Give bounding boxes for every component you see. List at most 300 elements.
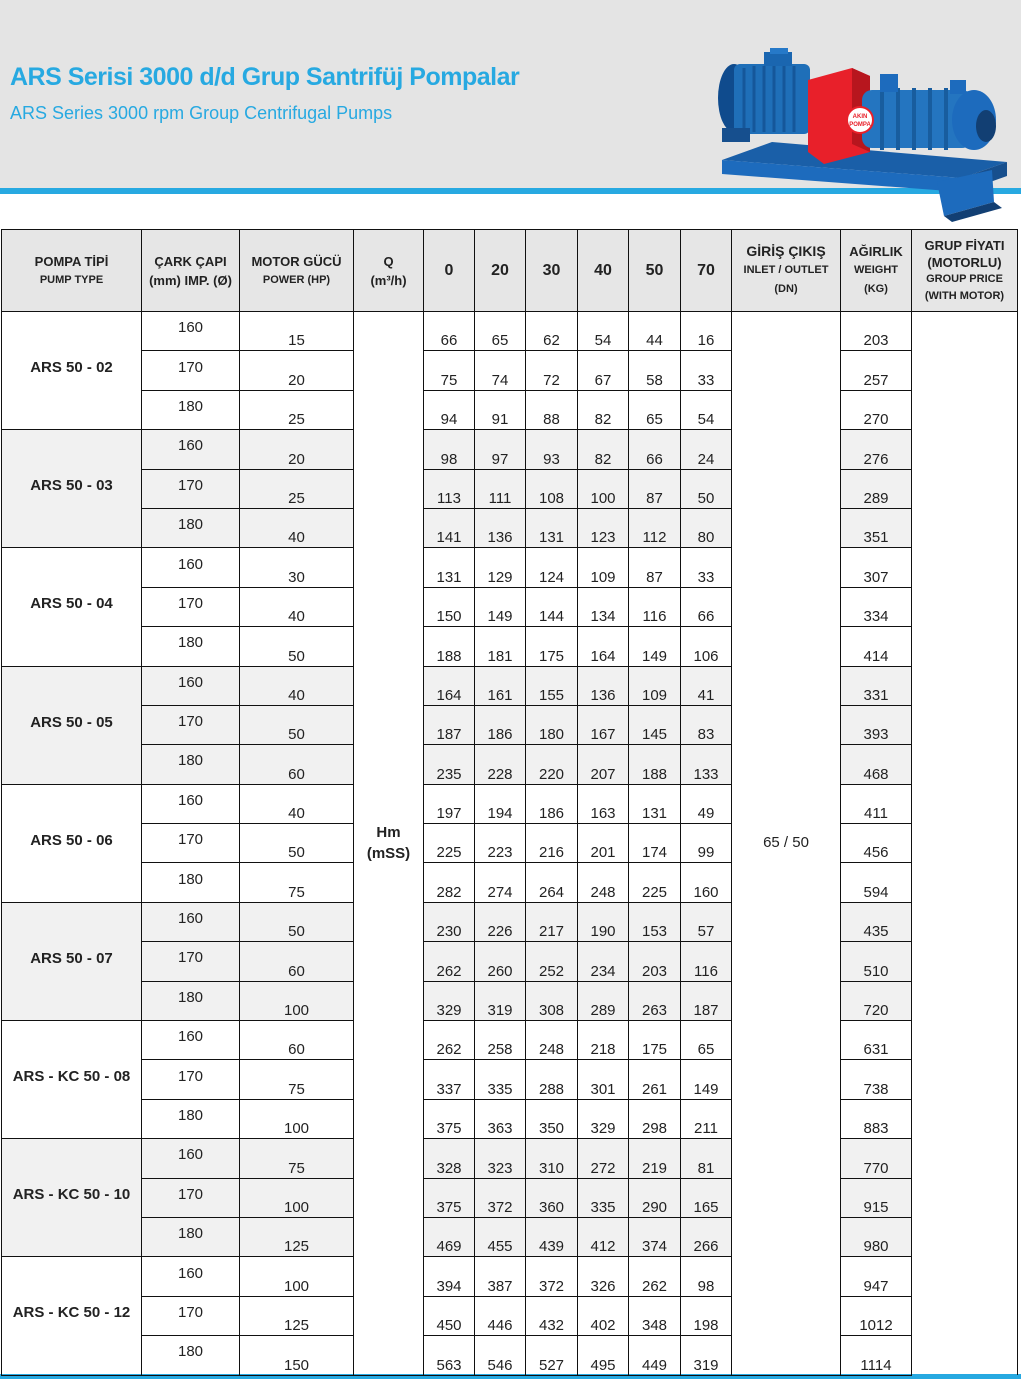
head-value-cell: 258	[475, 1021, 526, 1060]
weight-cell: 915	[841, 1178, 912, 1217]
head-value-cell: 363	[475, 1099, 526, 1138]
power-cell: 15	[240, 312, 354, 351]
header-flow-30: 30	[526, 230, 578, 312]
price-cell	[912, 1257, 1018, 1296]
pump-type-cell: ARS - KC 50 - 08	[2, 1021, 142, 1139]
weight-cell: 631	[841, 1021, 912, 1060]
head-value-cell: 62	[526, 312, 578, 351]
head-value-cell: 109	[629, 666, 681, 705]
header-weight: AĞIRLIK WEIGHT (KG)	[841, 230, 912, 312]
table-row	[2, 863, 1018, 902]
head-value-cell: 228	[475, 745, 526, 784]
impeller-cell: 180	[142, 390, 240, 429]
head-value-cell: 100	[578, 469, 629, 508]
table-row	[2, 1139, 1018, 1178]
impeller-cell: 160	[142, 312, 240, 351]
table-row	[2, 1296, 1018, 1335]
head-value-cell: 260	[475, 942, 526, 981]
impeller-cell: 180	[142, 745, 240, 784]
head-value-cell: 298	[629, 1099, 681, 1138]
power-cell: 50	[240, 627, 354, 666]
impeller-cell: 170	[142, 351, 240, 390]
head-value-cell: 348	[629, 1296, 681, 1335]
price-cell	[912, 548, 1018, 587]
header-flow-50: 50	[629, 230, 681, 312]
table-row	[2, 1021, 1018, 1060]
head-value-cell: 186	[475, 705, 526, 744]
price-cell	[912, 508, 1018, 547]
head-value-cell: 449	[629, 1336, 681, 1375]
table-row	[2, 312, 1018, 351]
head-value-cell: 203	[629, 942, 681, 981]
header-flow-40: 40	[578, 230, 629, 312]
table-row	[2, 430, 1018, 469]
table-row	[2, 705, 1018, 744]
table-row	[2, 469, 1018, 508]
pump-type-cell: ARS 50 - 04	[2, 548, 142, 666]
head-value-cell: 98	[424, 430, 475, 469]
head-value-cell: 226	[475, 902, 526, 941]
head-value-cell: 149	[681, 1060, 732, 1099]
weight-cell: 203	[841, 312, 912, 351]
impeller-cell: 170	[142, 1296, 240, 1335]
price-cell	[912, 981, 1018, 1020]
power-cell: 75	[240, 1060, 354, 1099]
table-row	[2, 902, 1018, 941]
power-cell: 50	[240, 824, 354, 863]
head-value-cell: 99	[681, 824, 732, 863]
head-value-cell: 262	[424, 1021, 475, 1060]
head-value-cell: 219	[629, 1139, 681, 1178]
table-row	[2, 548, 1018, 587]
head-value-cell: 54	[578, 312, 629, 351]
head-value-cell: 82	[578, 390, 629, 429]
head-value-cell: 149	[629, 627, 681, 666]
table-row	[2, 1178, 1018, 1217]
head-value-cell: 113	[424, 469, 475, 508]
head-value-cell: 234	[578, 942, 629, 981]
head-value-cell: 329	[424, 981, 475, 1020]
table-row	[2, 627, 1018, 666]
head-value-cell: 106	[681, 627, 732, 666]
table-row	[2, 1217, 1018, 1256]
head-value-cell: 217	[526, 902, 578, 941]
head-value-cell: 33	[681, 351, 732, 390]
weight-cell: 257	[841, 351, 912, 390]
weight-cell: 980	[841, 1217, 912, 1256]
head-value-cell: 109	[578, 548, 629, 587]
head-value-cell: 308	[526, 981, 578, 1020]
head-value-cell: 272	[578, 1139, 629, 1178]
head-unit-cell: Hm (mSS)	[354, 312, 424, 1376]
impeller-cell: 180	[142, 863, 240, 902]
weight-cell: 334	[841, 587, 912, 626]
pump-type-cell: ARS 50 - 03	[2, 430, 142, 548]
power-cell: 75	[240, 1139, 354, 1178]
head-value-cell: 134	[578, 587, 629, 626]
head-value-cell: 282	[424, 863, 475, 902]
head-value-cell: 124	[526, 548, 578, 587]
head-value-cell: 261	[629, 1060, 681, 1099]
head-value-cell: 323	[475, 1139, 526, 1178]
table-row	[2, 745, 1018, 784]
head-value-cell: 161	[475, 666, 526, 705]
head-value-cell: 198	[681, 1296, 732, 1335]
head-value-cell: 289	[578, 981, 629, 1020]
table-row	[2, 1257, 1018, 1296]
head-value-cell: 225	[424, 824, 475, 863]
price-cell	[912, 705, 1018, 744]
impeller-cell: 180	[142, 627, 240, 666]
head-value-cell: 65	[681, 1021, 732, 1060]
head-value-cell: 469	[424, 1217, 475, 1256]
price-cell	[912, 666, 1018, 705]
head-value-cell: 129	[475, 548, 526, 587]
weight-cell: 307	[841, 548, 912, 587]
head-value-cell: 328	[424, 1139, 475, 1178]
weight-cell: 883	[841, 1099, 912, 1138]
power-cell: 125	[240, 1217, 354, 1256]
head-value-cell: 133	[681, 745, 732, 784]
head-value-cell: 116	[681, 942, 732, 981]
head-value-cell: 150	[424, 587, 475, 626]
head-value-cell: 188	[424, 627, 475, 666]
head-value-cell: 432	[526, 1296, 578, 1335]
head-value-cell: 80	[681, 508, 732, 547]
weight-cell: 276	[841, 430, 912, 469]
head-value-cell: 201	[578, 824, 629, 863]
header-flow-70: 70	[681, 230, 732, 312]
head-value-cell: 252	[526, 942, 578, 981]
head-value-cell: 262	[629, 1257, 681, 1296]
weight-cell: 738	[841, 1060, 912, 1099]
head-value-cell: 41	[681, 666, 732, 705]
head-value-cell: 50	[681, 469, 732, 508]
head-value-cell: 131	[526, 508, 578, 547]
head-value-cell: 220	[526, 745, 578, 784]
price-cell	[912, 784, 1018, 823]
weight-cell: 947	[841, 1257, 912, 1296]
table-row	[2, 981, 1018, 1020]
pump-type-cell: ARS 50 - 02	[2, 312, 142, 430]
head-value-cell: 446	[475, 1296, 526, 1335]
head-value-cell: 211	[681, 1099, 732, 1138]
head-value-cell: 372	[526, 1257, 578, 1296]
impeller-cell: 160	[142, 548, 240, 587]
impeller-cell: 160	[142, 902, 240, 941]
head-value-cell: 450	[424, 1296, 475, 1335]
power-cell: 60	[240, 745, 354, 784]
table-row	[2, 587, 1018, 626]
price-cell	[912, 745, 1018, 784]
head-value-cell: 387	[475, 1257, 526, 1296]
head-value-cell: 65	[475, 312, 526, 351]
head-value-cell: 66	[681, 587, 732, 626]
power-cell: 25	[240, 469, 354, 508]
head-value-cell: 187	[681, 981, 732, 1020]
head-value-cell: 266	[681, 1217, 732, 1256]
price-cell	[912, 863, 1018, 902]
table-row	[2, 351, 1018, 390]
head-value-cell: 174	[629, 824, 681, 863]
head-value-cell: 87	[629, 469, 681, 508]
price-cell	[912, 1336, 1018, 1375]
head-value-cell: 93	[526, 430, 578, 469]
header-group-price: GRUP FİYATI (MOTORLU) GROUP PRICE (WITH MOTOR)	[912, 230, 1018, 312]
head-value-cell: 57	[681, 902, 732, 941]
power-cell: 50	[240, 902, 354, 941]
head-value-cell: 372	[475, 1178, 526, 1217]
head-value-cell: 160	[681, 863, 732, 902]
weight-cell: 351	[841, 508, 912, 547]
head-value-cell: 136	[475, 508, 526, 547]
head-value-cell: 16	[681, 312, 732, 351]
head-value-cell: 207	[578, 745, 629, 784]
table-row	[2, 1099, 1018, 1138]
head-value-cell: 335	[475, 1060, 526, 1099]
table-row	[2, 1060, 1018, 1099]
weight-cell: 770	[841, 1139, 912, 1178]
svg-text:AKIN: AKIN	[852, 114, 868, 120]
header-motor-power: MOTOR GÜCÜ POWER (HP)	[240, 230, 354, 312]
head-value-cell: 375	[424, 1099, 475, 1138]
head-value-cell: 88	[526, 390, 578, 429]
price-cell	[912, 1021, 1018, 1060]
table-row	[2, 824, 1018, 863]
head-value-cell: 301	[578, 1060, 629, 1099]
price-cell	[912, 1217, 1018, 1256]
price-cell	[912, 312, 1018, 351]
head-value-cell: 175	[526, 627, 578, 666]
head-value-cell: 374	[629, 1217, 681, 1256]
head-value-cell: 66	[424, 312, 475, 351]
impeller-cell: 180	[142, 508, 240, 547]
svg-text:POMPA: POMPA	[849, 122, 871, 128]
inlet-outlet-cell: 65 / 50	[732, 312, 841, 1376]
head-value-cell: 439	[526, 1217, 578, 1256]
head-value-cell: 319	[681, 1336, 732, 1375]
price-cell	[912, 1099, 1018, 1138]
power-cell: 75	[240, 863, 354, 902]
head-value-cell: 495	[578, 1336, 629, 1375]
header-flow-20: 20	[475, 230, 526, 312]
header-flow-0: 0	[424, 230, 475, 312]
head-value-cell: 187	[424, 705, 475, 744]
head-value-cell: 91	[475, 390, 526, 429]
pump-type-cell: ARS - KC 50 - 10	[2, 1139, 142, 1257]
head-value-cell: 144	[526, 587, 578, 626]
table-row	[2, 390, 1018, 429]
head-value-cell: 290	[629, 1178, 681, 1217]
head-value-cell: 112	[629, 508, 681, 547]
price-cell	[912, 430, 1018, 469]
head-value-cell: 274	[475, 863, 526, 902]
price-cell	[912, 824, 1018, 863]
impeller-cell: 170	[142, 1060, 240, 1099]
power-cell: 25	[240, 390, 354, 429]
head-value-cell: 319	[475, 981, 526, 1020]
power-cell: 150	[240, 1336, 354, 1375]
impeller-cell: 170	[142, 1178, 240, 1217]
price-cell	[912, 627, 1018, 666]
head-value-cell: 248	[578, 863, 629, 902]
header-pump-type: POMPA TİPİ PUMP TYPE	[2, 230, 142, 312]
impeller-cell: 170	[142, 469, 240, 508]
head-value-cell: 75	[424, 351, 475, 390]
impeller-cell: 180	[142, 1099, 240, 1138]
head-value-cell: 24	[681, 430, 732, 469]
weight-cell: 331	[841, 666, 912, 705]
head-value-cell: 223	[475, 824, 526, 863]
head-value-cell: 262	[424, 942, 475, 981]
weight-cell: 468	[841, 745, 912, 784]
head-value-cell: 175	[629, 1021, 681, 1060]
head-value-cell: 337	[424, 1060, 475, 1099]
head-value-cell: 288	[526, 1060, 578, 1099]
head-value-cell: 264	[526, 863, 578, 902]
head-value-cell: 54	[681, 390, 732, 429]
head-value-cell: 66	[629, 430, 681, 469]
head-value-cell: 402	[578, 1296, 629, 1335]
power-cell: 100	[240, 1257, 354, 1296]
price-cell	[912, 1139, 1018, 1178]
pump-type-cell: ARS 50 - 05	[2, 666, 142, 784]
head-value-cell: 197	[424, 784, 475, 823]
head-value-cell: 335	[578, 1178, 629, 1217]
head-value-cell: 546	[475, 1336, 526, 1375]
head-value-cell: 72	[526, 351, 578, 390]
impeller-cell: 160	[142, 666, 240, 705]
head-value-cell: 33	[681, 548, 732, 587]
power-cell: 100	[240, 981, 354, 1020]
head-value-cell: 58	[629, 351, 681, 390]
header-inlet-outlet: GİRİŞ ÇIKIŞ INLET / OUTLET (DN)	[732, 230, 841, 312]
price-cell	[912, 942, 1018, 981]
weight-cell: 720	[841, 981, 912, 1020]
impeller-cell: 160	[142, 1139, 240, 1178]
head-value-cell: 180	[526, 705, 578, 744]
impeller-cell: 180	[142, 981, 240, 1020]
power-cell: 20	[240, 430, 354, 469]
price-cell	[912, 351, 1018, 390]
page-title: ARS Serisi 3000 d/d Grup Santrifüj Pompalar	[10, 63, 520, 91]
weight-cell: 393	[841, 705, 912, 744]
head-value-cell: 563	[424, 1336, 475, 1375]
impeller-cell: 170	[142, 824, 240, 863]
impeller-cell: 160	[142, 430, 240, 469]
head-value-cell: 111	[475, 469, 526, 508]
head-value-cell: 67	[578, 351, 629, 390]
power-cell: 50	[240, 705, 354, 744]
impeller-cell: 170	[142, 705, 240, 744]
head-value-cell: 123	[578, 508, 629, 547]
head-value-cell: 94	[424, 390, 475, 429]
head-value-cell: 194	[475, 784, 526, 823]
head-value-cell: 360	[526, 1178, 578, 1217]
weight-cell: 456	[841, 824, 912, 863]
weight-cell: 411	[841, 784, 912, 823]
head-value-cell: 263	[629, 981, 681, 1020]
weight-cell: 435	[841, 902, 912, 941]
weight-cell: 1012	[841, 1296, 912, 1335]
head-value-cell: 165	[681, 1178, 732, 1217]
table-row	[2, 1336, 1018, 1375]
head-value-cell: 49	[681, 784, 732, 823]
head-value-cell: 375	[424, 1178, 475, 1217]
head-value-cell: 81	[681, 1139, 732, 1178]
impeller-cell: 170	[142, 587, 240, 626]
power-cell: 30	[240, 548, 354, 587]
table-header-row	[2, 230, 1018, 312]
head-value-cell: 163	[578, 784, 629, 823]
weight-cell: 510	[841, 942, 912, 981]
head-value-cell: 116	[629, 587, 681, 626]
weight-cell: 1114	[841, 1336, 912, 1375]
power-cell: 125	[240, 1296, 354, 1335]
price-cell	[912, 1060, 1018, 1099]
head-value-cell: 190	[578, 902, 629, 941]
head-value-cell: 225	[629, 863, 681, 902]
price-cell	[912, 902, 1018, 941]
pump-type-cell: ARS 50 - 07	[2, 902, 142, 1020]
table-row	[2, 942, 1018, 981]
price-cell	[912, 390, 1018, 429]
impeller-cell: 170	[142, 942, 240, 981]
head-value-cell: 167	[578, 705, 629, 744]
power-cell: 40	[240, 508, 354, 547]
head-value-cell: 131	[424, 548, 475, 587]
header-q: Q (m³/h)	[354, 230, 424, 312]
head-value-cell: 164	[578, 627, 629, 666]
head-value-cell: 455	[475, 1217, 526, 1256]
head-value-cell: 97	[475, 430, 526, 469]
impeller-cell: 180	[142, 1217, 240, 1256]
head-value-cell: 82	[578, 430, 629, 469]
weight-cell: 289	[841, 469, 912, 508]
price-cell	[912, 1178, 1018, 1217]
head-value-cell: 230	[424, 902, 475, 941]
head-value-cell: 153	[629, 902, 681, 941]
impeller-cell: 160	[142, 1021, 240, 1060]
impeller-cell: 180	[142, 1336, 240, 1375]
head-value-cell: 131	[629, 784, 681, 823]
head-value-cell: 216	[526, 824, 578, 863]
table-row	[2, 508, 1018, 547]
price-cell	[912, 587, 1018, 626]
power-cell: 40	[240, 784, 354, 823]
head-value-cell: 527	[526, 1336, 578, 1375]
head-value-cell: 145	[629, 705, 681, 744]
head-value-cell: 65	[629, 390, 681, 429]
head-value-cell: 329	[578, 1099, 629, 1138]
pump-type-cell: ARS 50 - 06	[2, 784, 142, 902]
head-value-cell: 164	[424, 666, 475, 705]
head-value-cell: 326	[578, 1257, 629, 1296]
head-value-cell: 44	[629, 312, 681, 351]
impeller-cell: 160	[142, 1257, 240, 1296]
head-value-cell: 141	[424, 508, 475, 547]
power-cell: 60	[240, 1021, 354, 1060]
header-impeller: ÇARK ÇAPI (mm) IMP. (Ø)	[142, 230, 240, 312]
table-row	[2, 784, 1018, 823]
power-cell: 60	[240, 942, 354, 981]
weight-cell: 594	[841, 863, 912, 902]
head-value-cell: 188	[629, 745, 681, 784]
head-value-cell: 186	[526, 784, 578, 823]
pump-type-cell: ARS - KC 50 - 12	[2, 1257, 142, 1375]
weight-cell: 270	[841, 390, 912, 429]
power-cell: 40	[240, 587, 354, 626]
